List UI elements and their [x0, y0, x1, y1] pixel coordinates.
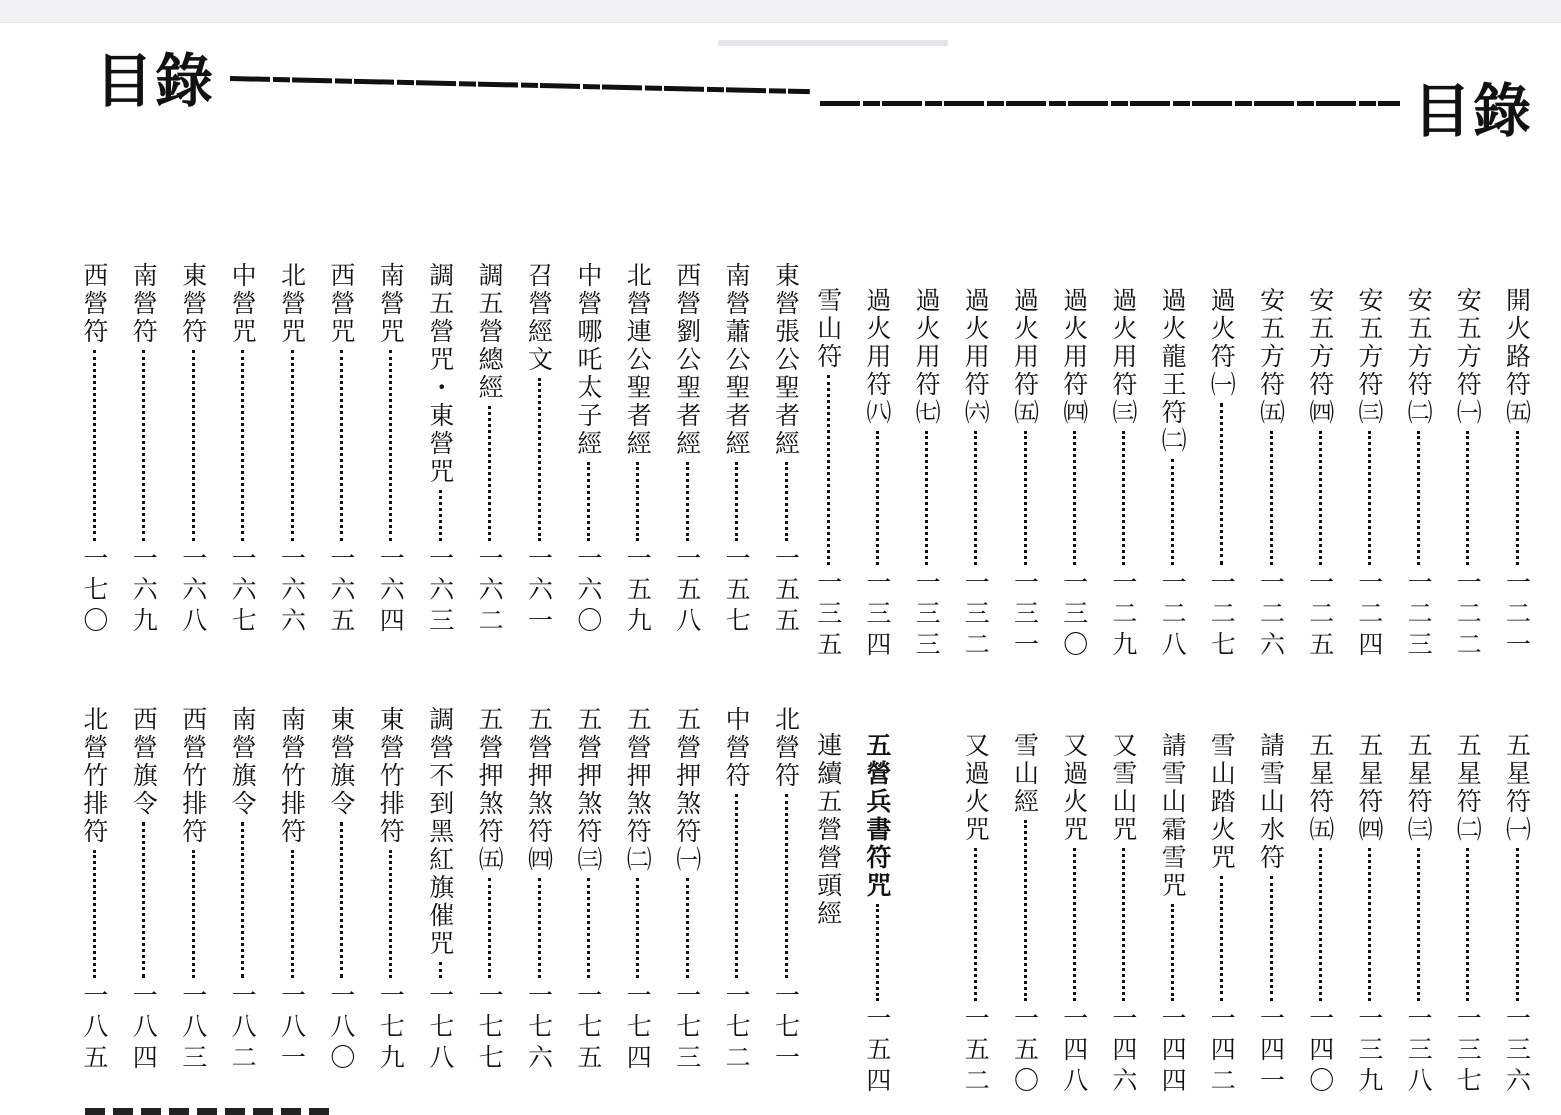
- toc-entry[interactable]: [1010, 732, 1040, 1098]
- toc-entry-page-number: 一七八: [425, 982, 455, 1075]
- toc-entry-title: 過火用符㈥: [961, 287, 991, 427]
- dot-leader: [974, 431, 977, 565]
- dot-leader: [1122, 431, 1125, 565]
- toc-entry[interactable]: [524, 262, 554, 638]
- toc-entry[interactable]: [425, 706, 455, 1075]
- toc-entry-page-number: 一二五: [1305, 569, 1335, 662]
- toc-entry[interactable]: [672, 706, 702, 1075]
- toc-entry-page-number: 一三五: [813, 569, 843, 662]
- toc-entry[interactable]: [1502, 732, 1532, 1098]
- dot-leader: [636, 462, 639, 541]
- toc-entry[interactable]: [912, 287, 942, 662]
- toc-entry-title: 南營竹排符: [277, 706, 307, 846]
- dot-leader: [1417, 848, 1420, 1001]
- toc-entry[interactable]: [1158, 287, 1188, 662]
- toc-entry[interactable]: [178, 706, 208, 1075]
- toc-entry[interactable]: [326, 706, 356, 1075]
- toc-entry[interactable]: [475, 262, 505, 638]
- toc-entry-title: 請雪山霜雪咒: [1158, 732, 1188, 900]
- toc-entry-page-number: 一六七: [228, 545, 258, 638]
- toc-entry[interactable]: [771, 262, 801, 638]
- dot-leader: [488, 406, 491, 541]
- toc-entry-page-number: 一三三: [912, 569, 942, 662]
- dot-leader: [1024, 431, 1027, 565]
- toc-entry-page-number: 一七七: [475, 982, 505, 1075]
- dot-leader: [1171, 904, 1174, 1001]
- toc-entry-page-number: 一六八: [178, 545, 208, 638]
- toc-entry[interactable]: [862, 732, 892, 1098]
- toc-entry[interactable]: [1108, 287, 1138, 662]
- dot-leader: [1417, 431, 1420, 565]
- toc-entry[interactable]: [961, 732, 991, 1098]
- toc-entry[interactable]: [79, 262, 109, 638]
- dot-leader: [241, 350, 244, 541]
- toc-entry-title: 又過火咒: [1059, 732, 1089, 844]
- dot-leader: [192, 850, 195, 978]
- toc-entry-page-number: 一二八: [1158, 569, 1188, 662]
- dot-leader: [1270, 431, 1273, 565]
- dot-leader: [876, 904, 879, 1001]
- dot-leader: [636, 878, 639, 978]
- toc-entry-title: 過火用符㈤: [1010, 287, 1040, 427]
- dot-leader: [785, 794, 788, 978]
- toc-entry[interactable]: [376, 706, 406, 1075]
- toc-entry-page-number: 一二六: [1256, 569, 1286, 662]
- toc-entry-title: 過火符㈠: [1207, 287, 1237, 399]
- dot-leader: [735, 794, 738, 978]
- toc-entry-title: 雪山符: [813, 287, 843, 371]
- toc-entry-title: 北營竹排符: [79, 706, 109, 846]
- dot-leader: [439, 962, 442, 978]
- toc-entry[interactable]: [1354, 732, 1384, 1098]
- toc-entry-page-number: 一七九: [376, 982, 406, 1075]
- toc-entry-page-number: 一三四: [862, 569, 892, 662]
- toc-entry[interactable]: [1404, 732, 1434, 1098]
- toc-entry[interactable]: [475, 706, 505, 1075]
- toc-entry[interactable]: [1256, 287, 1286, 662]
- dot-leader: [925, 431, 928, 565]
- toc-entry-title: 東營竹排符: [376, 706, 406, 846]
- toc-entry-page-number: 一六四: [376, 545, 406, 638]
- dot-leader: [93, 850, 96, 978]
- toc-entry-page-number: 一四〇: [1305, 1005, 1335, 1098]
- toc-entry-page-number: 一三〇: [1059, 569, 1089, 662]
- toc-entry-title: 中營哪吒太子經: [573, 262, 603, 458]
- toc-entry-title: 五營兵書符咒: [862, 732, 892, 900]
- heading-rule-right: [820, 101, 1400, 106]
- toc-entry-page-number: 一七三: [672, 982, 702, 1075]
- dot-leader: [1466, 848, 1469, 1001]
- toc-entry[interactable]: [1305, 287, 1335, 662]
- dot-leader: [1220, 876, 1223, 1001]
- toc-entry-title: 中營咒: [228, 262, 258, 346]
- toc-entry-page-number: 一六三: [425, 545, 455, 638]
- toc-entry-title: 過火用符㈣: [1059, 287, 1089, 427]
- toc-entry-page-number: 一八一: [277, 982, 307, 1075]
- toc-entry-title: 又雪山咒: [1108, 732, 1138, 844]
- heading-rule-left: [230, 76, 810, 94]
- toc-entry-title: 過火龍王符㈡: [1158, 287, 1188, 455]
- toc-entry-title: 連續五營營頭經: [813, 732, 843, 928]
- dot-leader: [1319, 848, 1322, 1001]
- toc-entry-page-number: 一七二: [722, 982, 752, 1075]
- toc-entry[interactable]: [1305, 732, 1335, 1098]
- toc-entry-page-number: 一四二: [1207, 1005, 1237, 1098]
- dot-leader: [389, 850, 392, 978]
- toc-entry-title: 五營押煞符㈡: [623, 706, 653, 874]
- toc-entry-title: 西營竹排符: [178, 706, 208, 846]
- dot-leader: [735, 462, 738, 541]
- dot-leader: [192, 350, 195, 541]
- toc-entry-title: 又過火咒: [961, 732, 991, 844]
- toc-entry-title: 北營咒: [277, 262, 307, 346]
- dot-leader: [291, 850, 294, 978]
- toc-entry[interactable]: [771, 706, 801, 1075]
- dot-leader: [389, 350, 392, 541]
- dot-leader: [538, 378, 541, 541]
- toc-entry-title: 五營押煞符㈢: [573, 706, 603, 874]
- dot-leader: [1466, 431, 1469, 565]
- footer-title-cut: [85, 1108, 335, 1115]
- toc-entry[interactable]: [1354, 287, 1384, 662]
- toc-entry-page-number: 一二二: [1453, 569, 1483, 662]
- viewer-top-bar: [0, 0, 1561, 23]
- toc-entry-title: 東營旗令: [326, 706, 356, 818]
- toc-entry-title: 請雪山水符: [1256, 732, 1286, 872]
- dot-leader: [439, 490, 442, 541]
- toc-entry-page-number: 一六五: [326, 545, 356, 638]
- toc-entry[interactable]: [277, 706, 307, 1075]
- toc-entry-page-number: 一五四: [862, 1005, 892, 1098]
- dot-leader: [785, 462, 788, 541]
- dot-leader: [876, 431, 879, 565]
- toc-entry-page-number: 一八三: [178, 982, 208, 1075]
- toc-entry[interactable]: [1453, 732, 1483, 1098]
- dot-leader: [340, 822, 343, 978]
- toc-entry-title: 安五方符㈢: [1354, 287, 1384, 427]
- toc-entry-page-number: 一八四: [129, 982, 159, 1075]
- toc-entry-title: 五營押煞符㈣: [524, 706, 554, 874]
- toc-entry[interactable]: [1108, 732, 1138, 1098]
- toc-entry-page-number: 一七五: [573, 982, 603, 1075]
- toc-entry-page-number: 一三一: [1010, 569, 1040, 662]
- dot-leader: [1319, 431, 1322, 565]
- toc-entry[interactable]: [722, 706, 752, 1075]
- toc-entry-page-number: 一五二: [961, 1005, 991, 1098]
- toc-entry-title: 調營不到黑紅旗催咒: [425, 706, 455, 958]
- dot-leader: [142, 822, 145, 978]
- toc-entry[interactable]: [425, 262, 455, 638]
- toc-entry-title: 調五營咒・東營咒: [425, 262, 455, 486]
- toc-entry-title: 西營劉公聖者經: [672, 262, 702, 458]
- dot-leader: [686, 462, 689, 541]
- toc-entry-title: 西營咒: [326, 262, 356, 346]
- dot-leader: [340, 350, 343, 541]
- toc-entry-page-number: 一五八: [672, 545, 702, 638]
- dot-leader: [93, 350, 96, 541]
- toc-entry-title: 召營經文: [524, 262, 554, 374]
- toc-entry-title: 安五方符㈡: [1404, 287, 1434, 427]
- toc-entry-title: 五星符㈠: [1502, 732, 1532, 844]
- toc-entry-title: 五星符㈡: [1453, 732, 1483, 844]
- toc-entry-title: 五星符㈣: [1354, 732, 1384, 844]
- dot-leader: [291, 350, 294, 541]
- toc-entry[interactable]: [1256, 732, 1286, 1098]
- toc-entry-page-number: 一二九: [1108, 569, 1138, 662]
- toc-entry-title: 南營旗令: [228, 706, 258, 818]
- watermark: [718, 40, 948, 46]
- toc-entry-page-number: 一四八: [1059, 1005, 1089, 1098]
- toc-entry-page-number: 一五〇: [1010, 1005, 1040, 1098]
- toc-entry[interactable]: [326, 262, 356, 638]
- toc-entry-page-number: 一二一: [1502, 569, 1532, 662]
- toc-entry[interactable]: [672, 262, 702, 638]
- toc-entry-title: 五營押煞符㈤: [475, 706, 505, 874]
- toc-entry-page-number: 一四四: [1158, 1005, 1188, 1098]
- toc-entry-title: 南營符: [129, 262, 159, 346]
- toc-entry-page-number: 一五七: [722, 545, 752, 638]
- toc-entry-page-number: 一二四: [1354, 569, 1384, 662]
- dot-leader: [1368, 431, 1371, 565]
- toc-entry[interactable]: [277, 262, 307, 638]
- toc-entry-page-number: 一三六: [1502, 1005, 1532, 1098]
- toc-entry-title: 五營押煞符㈠: [672, 706, 702, 874]
- toc-entry-page-number: 一三七: [1453, 1005, 1483, 1098]
- toc-entry-page-number: 一五五: [771, 545, 801, 638]
- toc-entry-title: 開火路符㈤: [1502, 287, 1532, 427]
- toc-entry[interactable]: [228, 706, 258, 1075]
- toc-entry[interactable]: [178, 262, 208, 638]
- toc-entry-title: 五星符㈤: [1305, 732, 1335, 844]
- toc-entry[interactable]: [1010, 287, 1040, 662]
- toc-entry[interactable]: [129, 706, 159, 1075]
- toc-entry-title: 五星符㈢: [1404, 732, 1434, 844]
- page-title-left: 目錄: [95, 47, 216, 115]
- toc-entry-title: 安五方符㈠: [1453, 287, 1483, 427]
- dot-leader: [587, 462, 590, 541]
- toc-entry-title: 北營連公聖者經: [623, 262, 653, 458]
- toc-entry-title: 南營蕭公聖者經: [722, 262, 752, 458]
- dot-leader: [538, 878, 541, 978]
- toc-entry-page-number: 一六一: [524, 545, 554, 638]
- dot-leader: [827, 375, 830, 565]
- toc-entry-title: 西營符: [79, 262, 109, 346]
- dot-leader: [1516, 431, 1519, 565]
- toc-entry-page-number: 一六〇: [573, 545, 603, 638]
- toc-entry-page-number: 一三八: [1404, 1005, 1434, 1098]
- toc-entry[interactable]: [376, 262, 406, 638]
- toc-entry-page-number: 一七一: [771, 982, 801, 1075]
- toc-entry[interactable]: [1158, 732, 1188, 1098]
- toc-entry-page-number: 一三九: [1354, 1005, 1384, 1098]
- toc-entry-page-number: 一七〇: [79, 545, 109, 638]
- toc-entry-page-number: 一六六: [277, 545, 307, 638]
- page-title-right: 目錄: [1413, 77, 1534, 145]
- toc-entry[interactable]: [1453, 287, 1483, 662]
- toc-entry-title: 雪山經: [1010, 732, 1040, 816]
- toc-entry-page-number: 一三二: [961, 569, 991, 662]
- dot-leader: [1368, 848, 1371, 1001]
- toc-entry-title: 過火用符㈧: [862, 287, 892, 427]
- toc-entry[interactable]: [1059, 287, 1089, 662]
- dot-leader: [1073, 848, 1076, 1001]
- toc-entry-page-number: 一六九: [129, 545, 159, 638]
- toc-entry[interactable]: [573, 706, 603, 1075]
- toc-entry-page-number: 一七四: [623, 982, 653, 1075]
- dot-leader: [1270, 876, 1273, 1001]
- toc-entry[interactable]: [623, 706, 653, 1075]
- dot-leader: [1171, 459, 1174, 565]
- toc-entry[interactable]: [813, 732, 843, 932]
- toc-entry-page-number: 一八二: [228, 982, 258, 1075]
- toc-entry-title: 南營咒: [376, 262, 406, 346]
- toc-entry-title: 東營張公聖者經: [771, 262, 801, 458]
- toc-entry[interactable]: [79, 706, 109, 1075]
- toc-entry[interactable]: [1404, 287, 1434, 662]
- dot-leader: [974, 848, 977, 1001]
- toc-entry-page-number: 一八五: [79, 982, 109, 1075]
- toc-entry-title: 安五方符㈤: [1256, 287, 1286, 427]
- toc-entry-title: 中營符: [722, 706, 752, 790]
- toc-entry[interactable]: [1502, 287, 1532, 662]
- dot-leader: [488, 878, 491, 978]
- dot-leader: [686, 878, 689, 978]
- dot-leader: [587, 878, 590, 978]
- toc-entry[interactable]: [961, 287, 991, 662]
- toc-entry[interactable]: [813, 287, 843, 662]
- toc-entry-title: 東營符: [178, 262, 208, 346]
- dot-leader: [1122, 848, 1125, 1001]
- dot-leader: [241, 822, 244, 978]
- toc-entry[interactable]: [1059, 732, 1089, 1098]
- dot-leader: [1024, 820, 1027, 1001]
- dot-leader: [142, 350, 145, 541]
- dot-leader: [1516, 848, 1519, 1001]
- toc-entry[interactable]: [129, 262, 159, 638]
- toc-entry-title: 過火用符㈢: [1108, 287, 1138, 427]
- toc-entry-title: 調五營總經: [475, 262, 505, 402]
- toc-entry-title: 雪山踏火咒: [1207, 732, 1237, 872]
- toc-entry-title: 北營符: [771, 706, 801, 790]
- toc-entry-page-number: 一二三: [1404, 569, 1434, 662]
- toc-entry[interactable]: [1207, 732, 1237, 1098]
- toc-entry-page-number: 一五九: [623, 545, 653, 638]
- toc-entry-title: 過火用符㈦: [912, 287, 942, 427]
- toc-entry[interactable]: [228, 262, 258, 638]
- dot-leader: [1220, 403, 1223, 565]
- toc-entry-page-number: 一八〇: [326, 982, 356, 1075]
- toc-entry-title: 安五方符㈣: [1305, 287, 1335, 427]
- toc-entry[interactable]: [573, 262, 603, 638]
- toc-entry[interactable]: [524, 706, 554, 1075]
- dot-leader: [1073, 431, 1076, 565]
- toc-entry[interactable]: [862, 287, 892, 662]
- toc-entry-page-number: 一七六: [524, 982, 554, 1075]
- toc-entry-page-number: 一二七: [1207, 569, 1237, 662]
- toc-entry-page-number: 一四六: [1108, 1005, 1138, 1098]
- toc-entry-page-number: 一四一: [1256, 1005, 1286, 1098]
- toc-entry[interactable]: [623, 262, 653, 638]
- toc-entry-title: 西營旗令: [129, 706, 159, 818]
- toc-entry[interactable]: [1207, 287, 1237, 662]
- toc-entry[interactable]: [722, 262, 752, 638]
- toc-entry-page-number: 一六二: [475, 545, 505, 638]
